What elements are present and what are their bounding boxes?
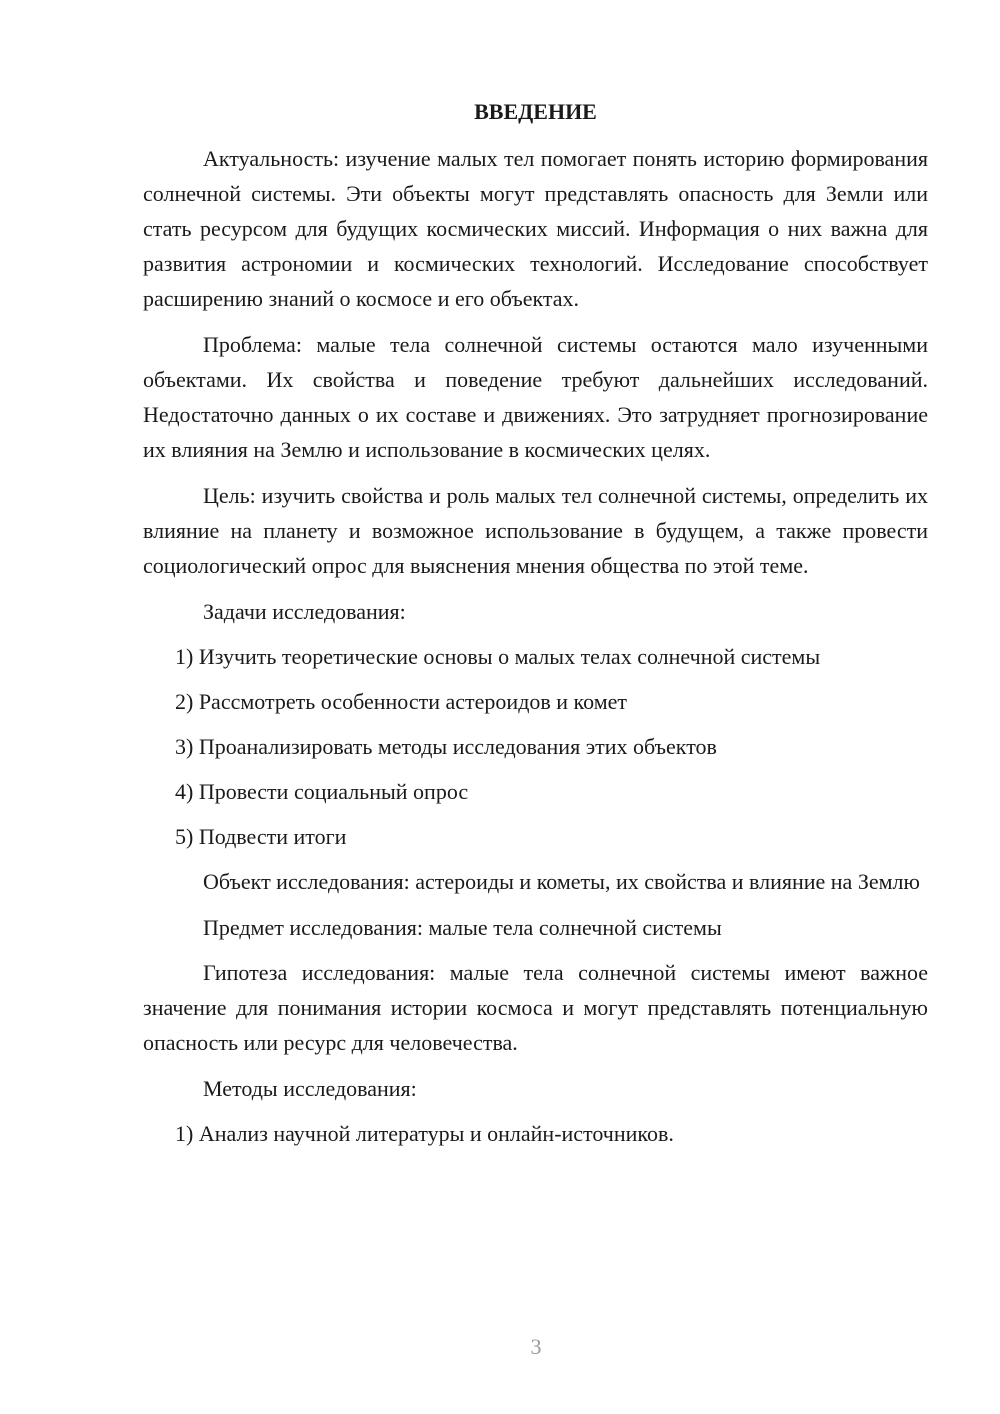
tasks-heading: Задачи исследования: <box>203 599 406 624</box>
goal-paragraph: Цель: изучить свойства и роль малых тел солнечной системы, определить их влияние на планету и возможное использование в будущем, а также провести социологический опрос для выяснения мнения общества по этой теме. <box>143 483 928 578</box>
page-number: 3 <box>530 1334 542 1359</box>
section-title: ВВЕДЕНИЕ <box>474 99 597 124</box>
list-item: 1) Анализ научной литературы и онлайн-источников. <box>175 1121 674 1146</box>
hypothesis-paragraph: Гипотеза исследования: малые тела солнечной системы имеют важное значение для понимания истории космоса и могут представлять потенциальную опасность или ресурс для человечества. <box>143 960 928 1055</box>
list-item: 5) Подвести итоги <box>175 824 347 849</box>
subject-line: Предмет исследования: малые тела солнечной системы <box>203 915 722 940</box>
list-item: 2) Рассмотреть особенности астероидов и комет <box>175 689 627 714</box>
tasks-list <box>143 639 928 854</box>
problem-paragraph: Проблема: малые тела солнечной системы остаются мало изученными объектами. Их свойства и поведение требуют дальнейших исследований. Недостаточно данных о их составе и движениях. Это затрудняет прогнозирование их влияния на Землю и использование в космических целях. <box>143 332 928 462</box>
list-item: 3) Проанализировать методы исследования этих объектов <box>175 734 717 759</box>
list-item: 1) Изучить теоретические основы о малых телах солнечной системы <box>175 644 821 669</box>
list-item: 4) Провести социальный опрос <box>175 779 469 804</box>
object-paragraph: Объект исследования: астероиды и кометы, их свойства и влияние на Землю <box>203 869 920 894</box>
methods-list <box>143 1116 928 1151</box>
methods-heading: Методы исследования: <box>203 1076 417 1101</box>
page-content <box>143 94 928 1161</box>
relevance-paragraph: Актуальность: изучение малых тел помогает понять историю формирования солнечной системы. Эти объекты могут представлять опасность для Земли или стать ресурсом для будущих космических миссий. Информация о них важна для развития астрономии и космических технологий. Исследование способствует расширению знаний о космосе и его объектах. <box>143 146 928 311</box>
